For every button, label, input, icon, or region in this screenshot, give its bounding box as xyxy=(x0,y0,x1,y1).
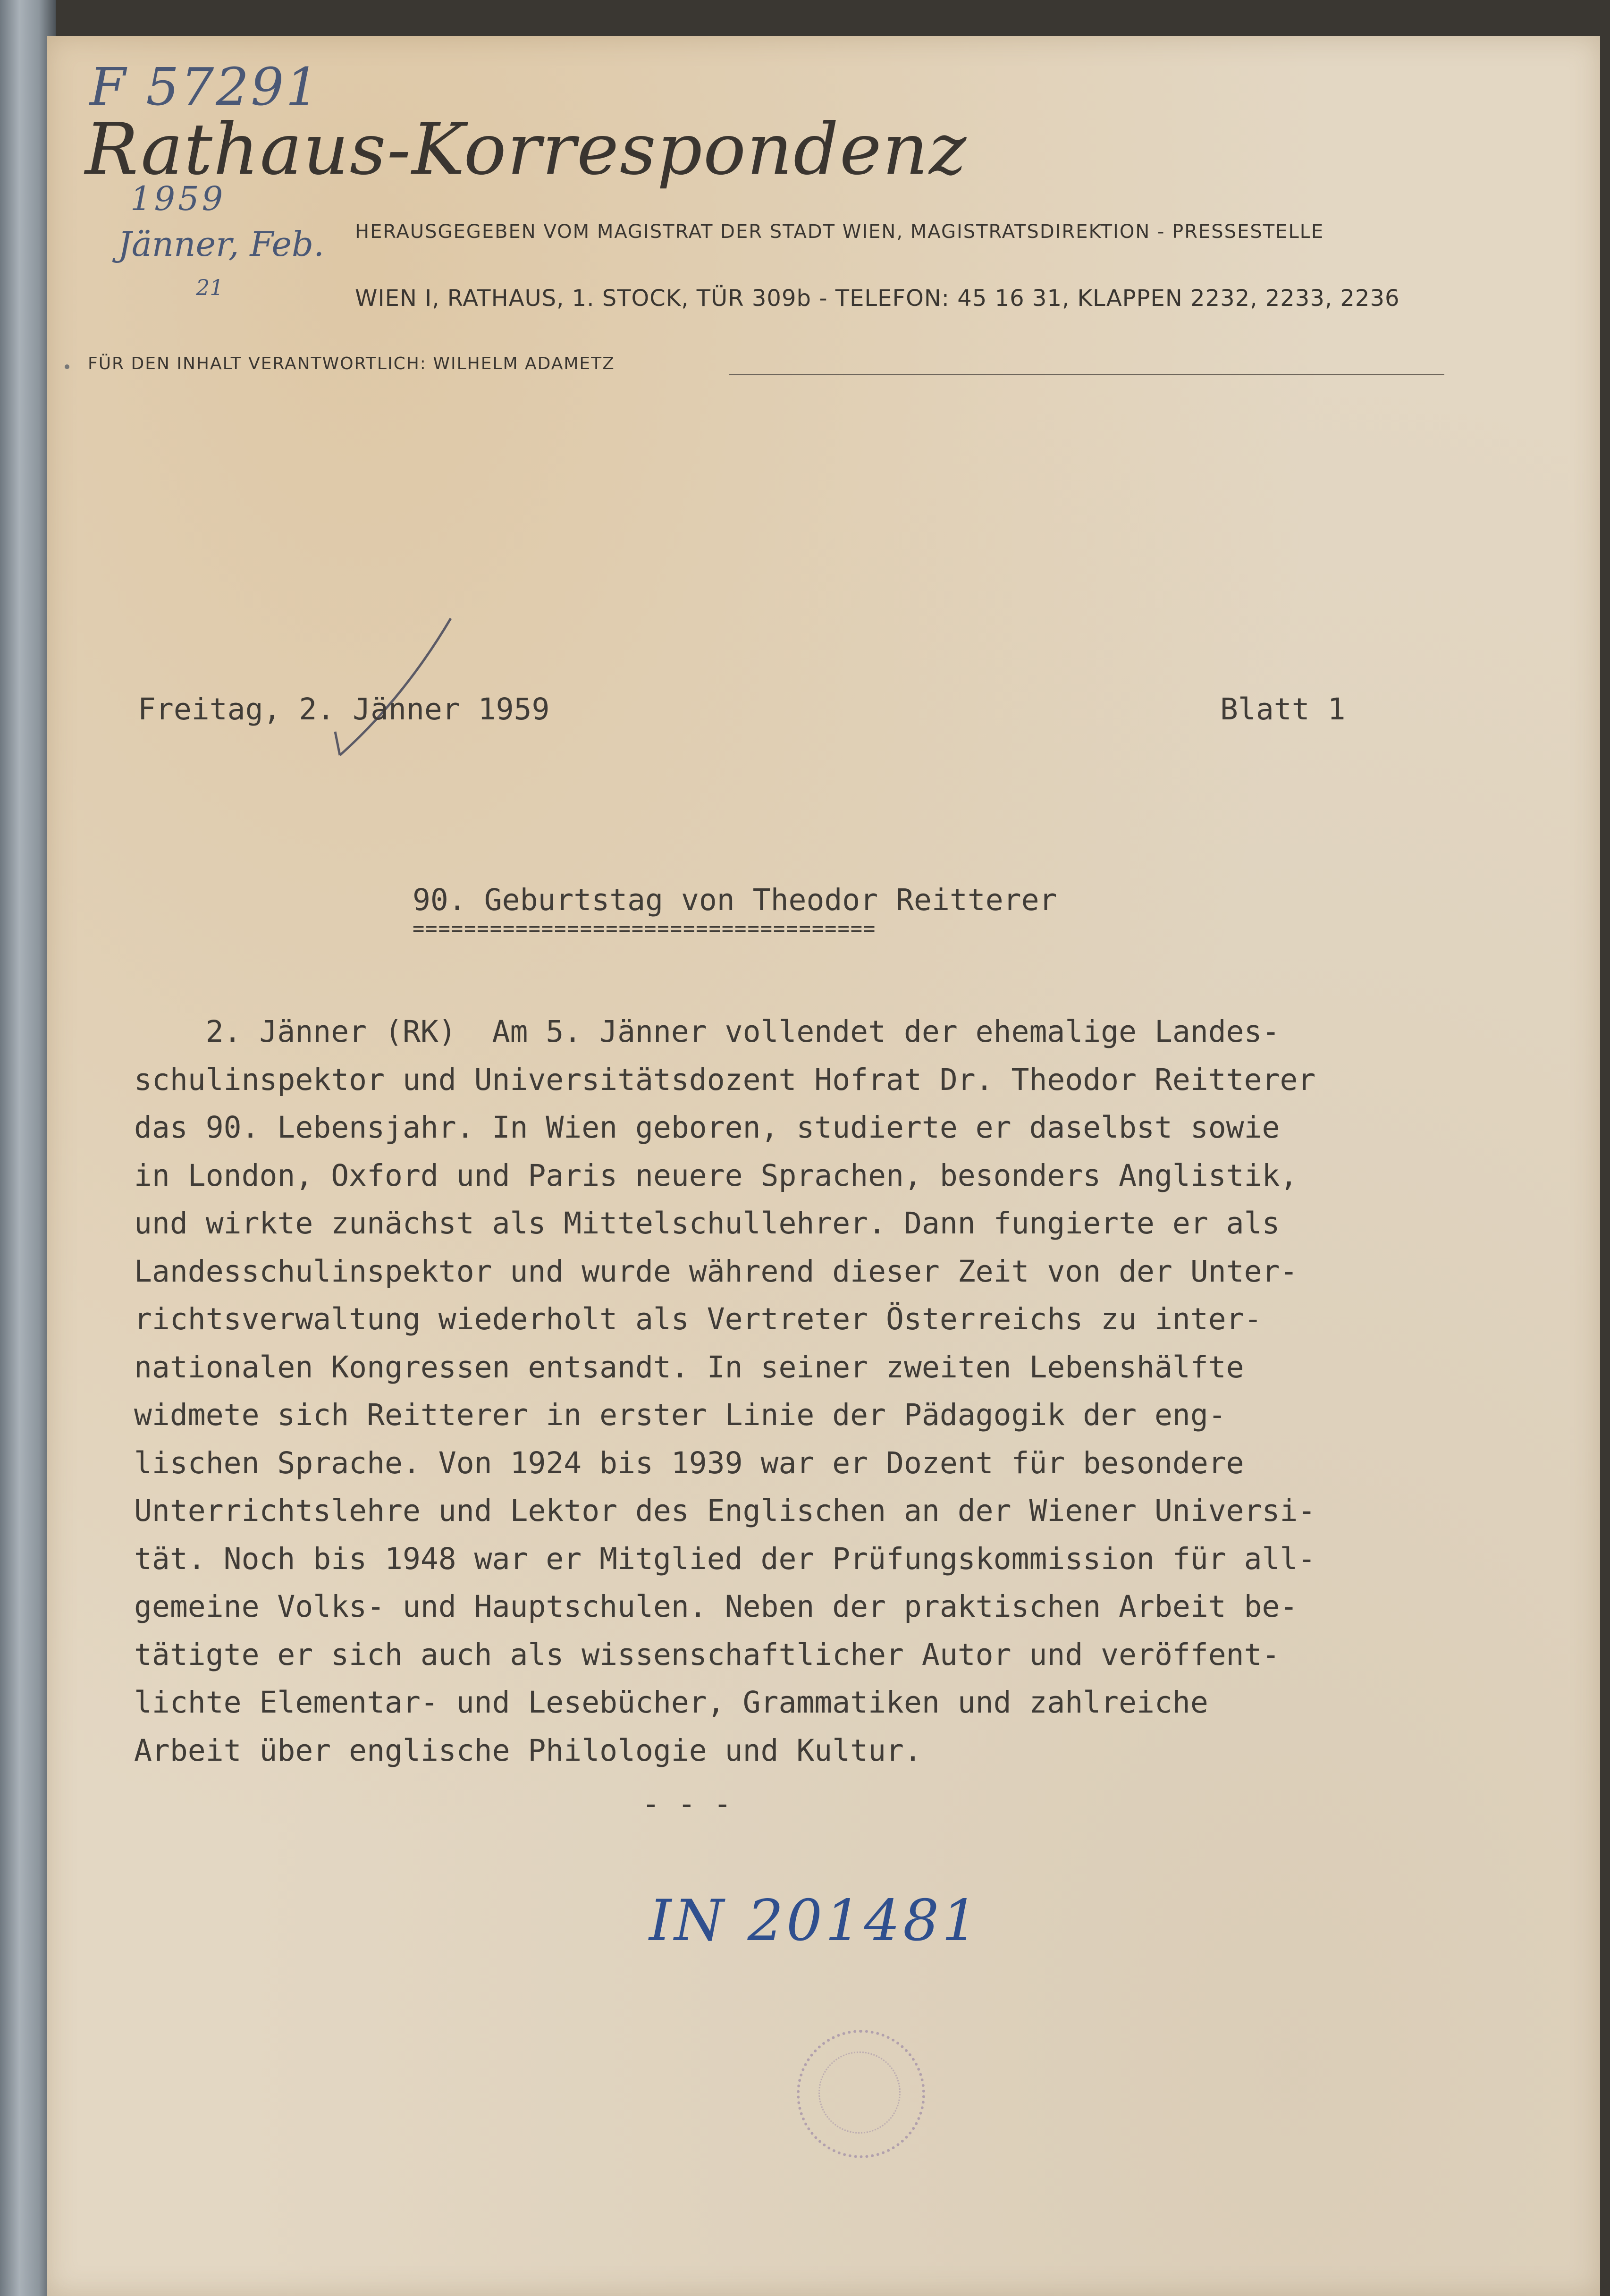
body-line: gemeine Volks- und Hauptschulen. Neben der praktischen Arbeit be- xyxy=(134,1589,1298,1624)
body-line: nationalen Kongressen entsandt. In seiner zweiten Lebenshälfte xyxy=(134,1350,1244,1384)
header-rule xyxy=(729,374,1444,375)
body-line: widmete sich Reitterer in erster Linie der Pädagogik der eng- xyxy=(134,1398,1226,1432)
article-body xyxy=(134,1008,1456,1774)
handwritten-months: Jänner, Feb. xyxy=(118,224,325,264)
inventory-number: IN 201481 xyxy=(649,1888,981,1954)
body-line: schulinspektor und Universitätsdozent Hofrat Dr. Theodor Reitterer xyxy=(134,1062,1316,1097)
headline-underline: ==================================== xyxy=(413,917,877,940)
dateline: Freitag, 2. Jänner 1959 xyxy=(138,692,550,726)
library-stamp xyxy=(797,2030,925,2158)
headline: 90. Geburtstag von Theodor Reitterer xyxy=(413,883,1057,917)
address-line: WIEN I, RATHAUS, 1. STOCK, TÜR 309b - TELEFON: 45 16 31, KLAPPEN 2232, 2233, 2236 xyxy=(355,285,1400,312)
body-line: richtsverwaltung wiederholt als Vertreter Österreichs zu inter- xyxy=(134,1302,1262,1336)
responsible-line: FÜR DEN INHALT VERANTWORTLICH: WILHELM ADAMETZ xyxy=(88,354,615,373)
body-line: lischen Sprache. Von 1924 bis 1939 war er Dozent für besondere xyxy=(134,1445,1244,1480)
body-line: lichte Elementar- und Lesebücher, Grammatiken und zahlreiche xyxy=(134,1685,1208,1720)
body-line: tät. Noch bis 1948 war er Mitglied der Prüfungskommission für all- xyxy=(134,1541,1316,1576)
publisher-line: HERAUSGEGEBEN VOM MAGISTRAT DER STADT WIEN, MAGISTRATSDIREKTION - PRESSESTELLE xyxy=(355,221,1324,243)
end-mark: - - - xyxy=(642,1787,732,1821)
body-line: das 90. Lebensjahr. In Wien geboren, studierte er daselbst sowie xyxy=(134,1110,1280,1145)
body-line: 2. Jänner (RK) Am 5. Jänner vollendet der ehemalige Landes- xyxy=(134,1014,1280,1049)
library-stamp-inner xyxy=(818,2051,901,2134)
sheet-number: Blatt 1 xyxy=(1220,692,1346,726)
handwritten-year: 1959 xyxy=(130,179,226,218)
masthead-title: Rathaus-Korrespondenz xyxy=(85,109,968,191)
body-line: in London, Oxford und Paris neuere Sprachen, besonders Anglistik, xyxy=(134,1158,1298,1193)
archive-number: F 57291 xyxy=(90,57,321,117)
handwritten-volume: 21 xyxy=(196,275,224,300)
body-line: Arbeit über englische Philologie und Kultur. xyxy=(134,1733,922,1768)
body-line: Landesschulinspektor und wurde während dieser Zeit von der Unter- xyxy=(134,1254,1298,1289)
margin-dot xyxy=(65,364,69,369)
body-line: tätigte er sich auch als wissenschaftlicher Autor und veröffent- xyxy=(134,1637,1280,1672)
body-line: Unterrichtslehre und Lektor des Englischen an der Wiener Universi- xyxy=(134,1494,1316,1528)
body-line: und wirkte zunächst als Mittelschullehrer. Dann fungierte er als xyxy=(134,1206,1280,1241)
